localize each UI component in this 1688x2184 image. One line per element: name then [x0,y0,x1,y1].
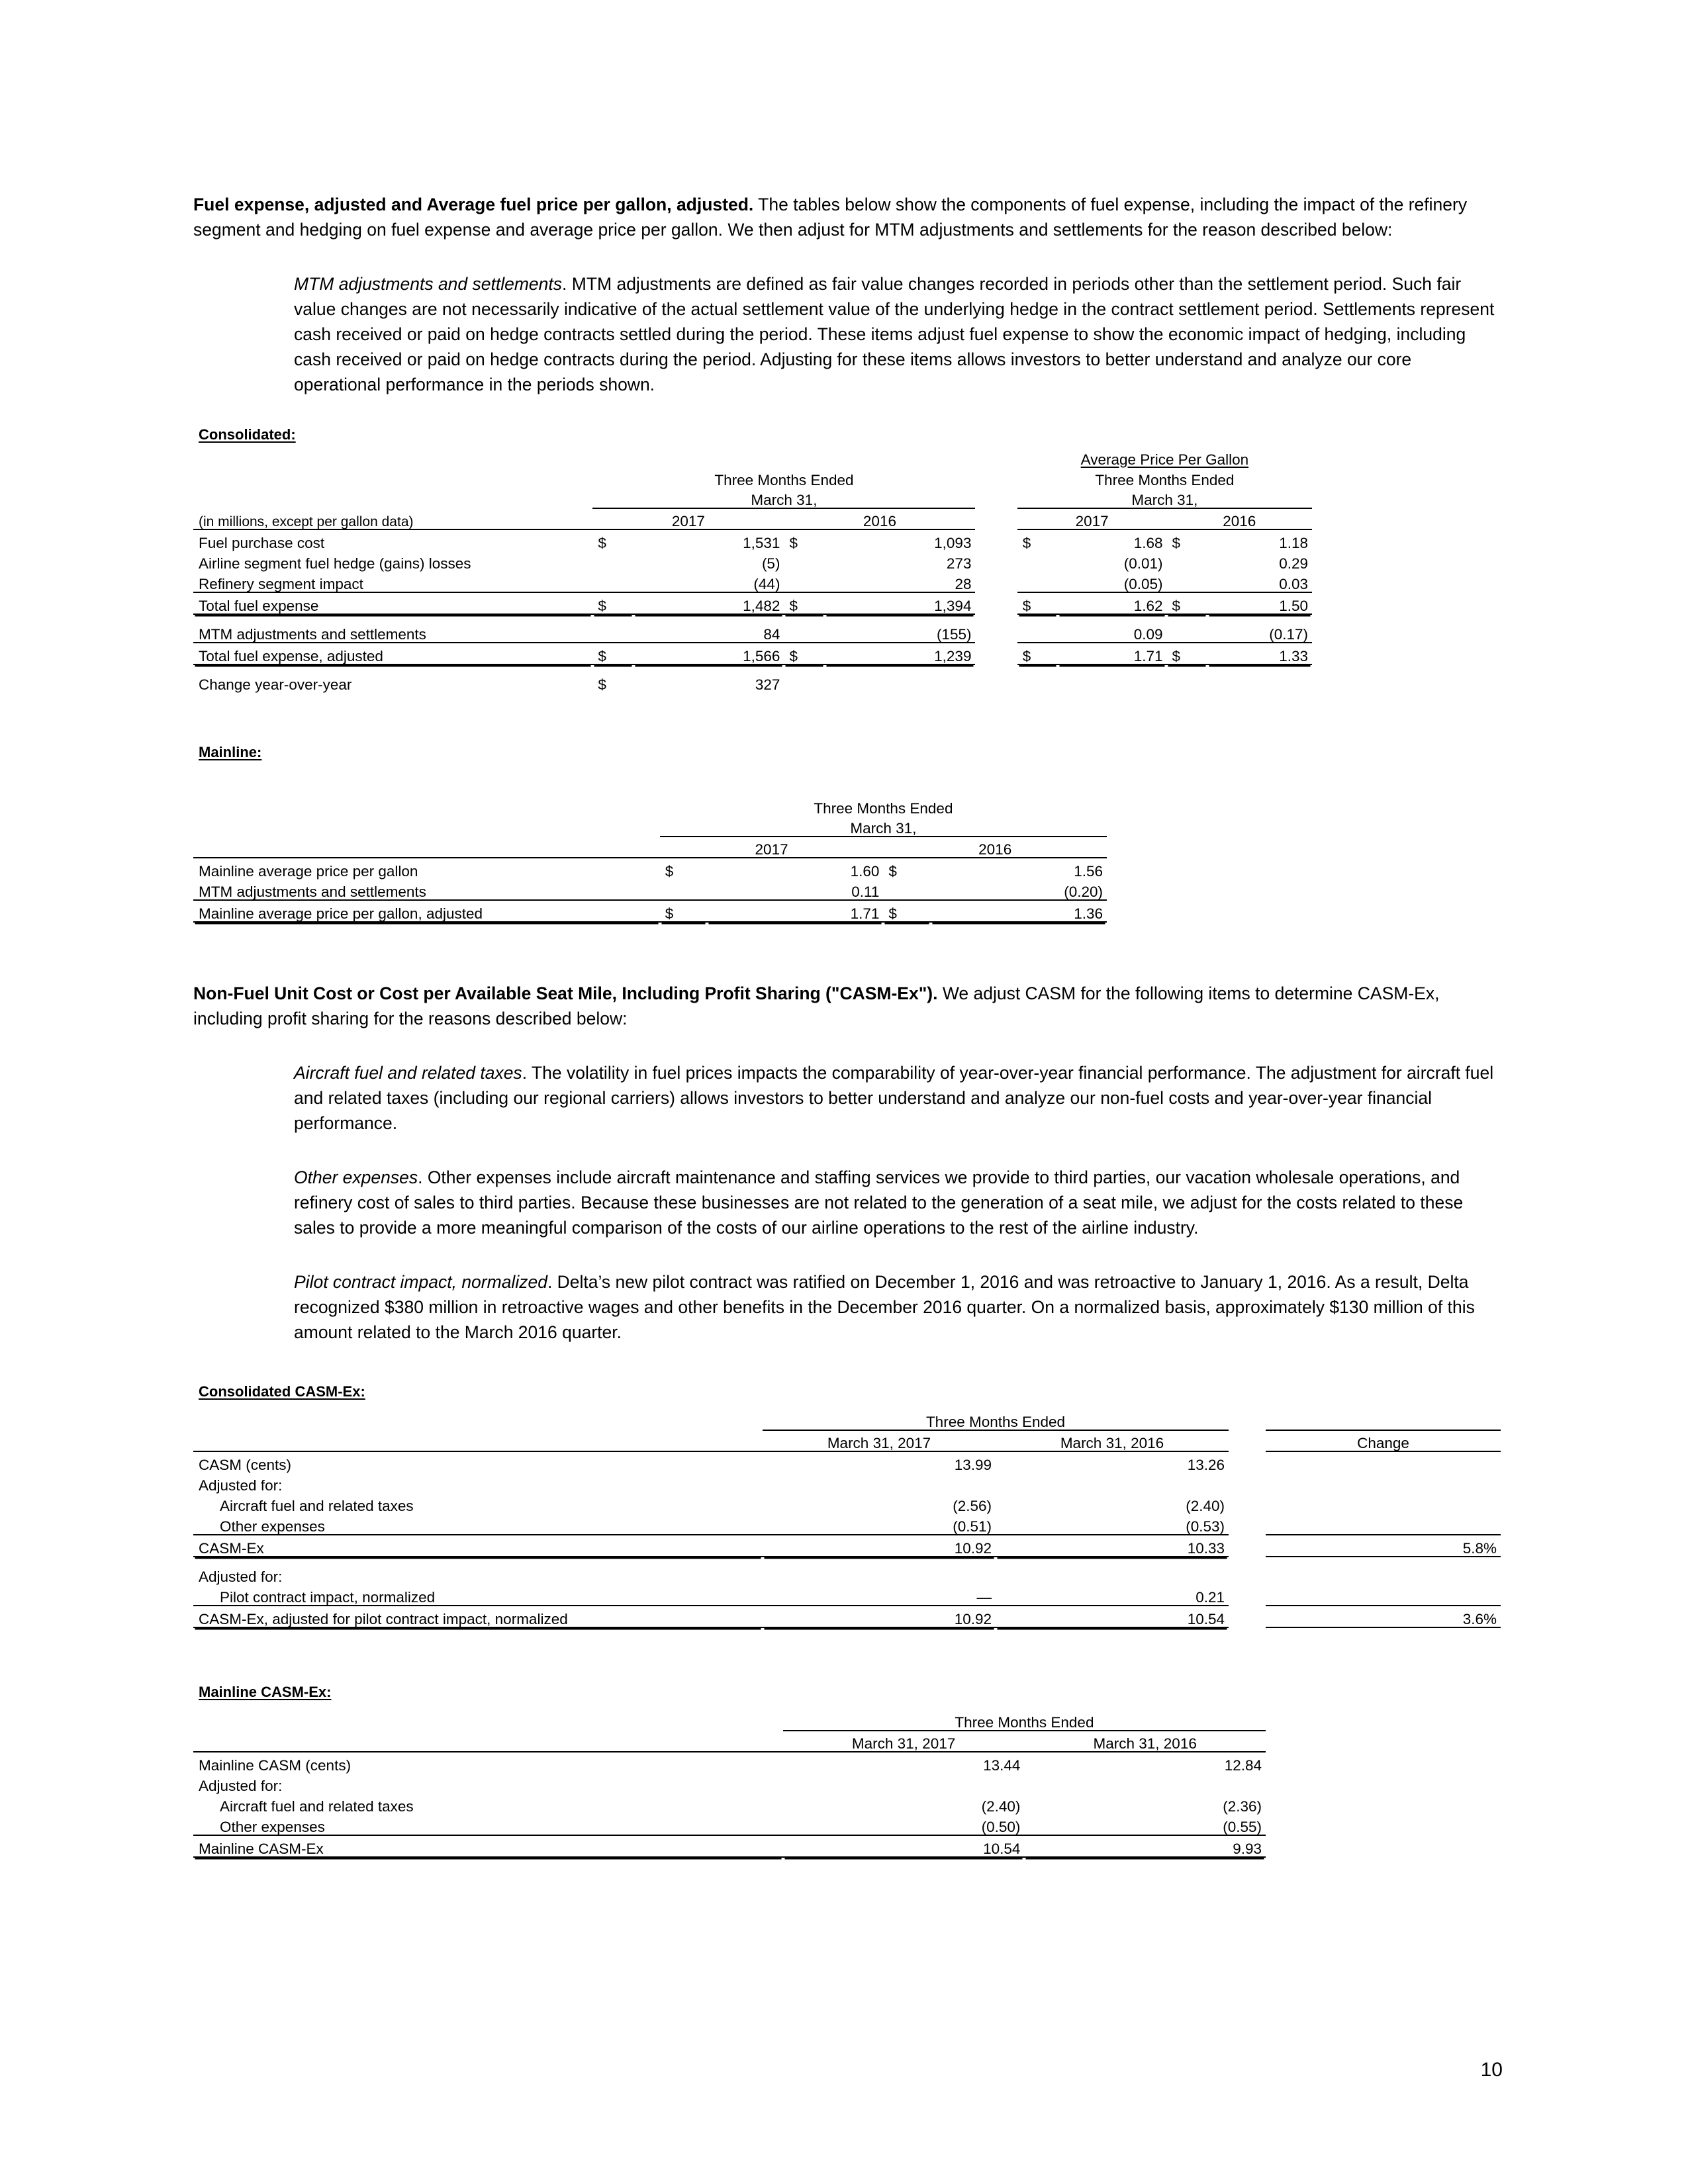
table-row [193,529,1312,551]
casm-lead-bold: Non-Fuel Unit Cost or Cost per Available Seat Mile, Including Profit Sharing ("CASM-Ex"). [193,983,938,1003]
other-expenses-text: . Other expenses include aircraft maintenance and staffing services we provide to third parties, our vacation wholesale operations, and refinery cost of sales to third parties. Because these businesses are not related to the generation of a seat mile, we adjust for the costs related to these sales to provide a more meaningful comparison of the costs of our airline operations to the rest of the airline industry. [294,1167,1464,1238]
row-label: Mainline CASM-Ex [193,1835,783,1857]
cell-value: 0.03 [1207,571,1312,592]
row-label: Adjusted for: [199,1568,283,1585]
mainline-fuel-table [193,796,1107,923]
cell-value: 1.68 [1133,534,1163,551]
consolidated-right-col-2017: 2017 [1017,508,1167,529]
currency-symbol [784,571,824,592]
consolidated-section-label: Consolidated: [199,426,296,443]
empty-cell [996,1557,1229,1584]
row-label: Mainline CASM (cents) [199,1756,352,1774]
cell-value: 84 [633,614,784,643]
cell-value: (0.20) [931,879,1107,900]
cell-value: 10.33 [996,1535,1229,1557]
cell-value: (2.36) [1223,1797,1262,1815]
empty-cell [825,664,976,692]
row-label: Total fuel expense, adjusted [193,643,592,664]
table-row [193,900,1107,922]
consolidated-casm-table [193,1410,1501,1628]
change-col-top-rule [1266,1514,1501,1535]
cell-value: 28 [825,571,976,592]
table-row [193,571,1312,592]
currency-symbol [1166,571,1207,592]
currency-symbol [592,571,633,592]
currency-symbol: $ [592,592,633,614]
currency-symbol: $ [784,592,824,614]
empty-cell [1017,664,1058,692]
mtm-definition-term: MTM adjustments and settlements [294,274,563,294]
currency-symbol: $ [1172,534,1180,551]
row-label: Mainline average price per gallon [199,862,418,880]
cell-value: (0.53) [996,1514,1229,1535]
empty-cell [1266,1557,1501,1584]
cell-value: (0.01) [1123,555,1163,572]
consolidated-casm-col-2016: March 31, 2016 [996,1430,1229,1451]
mainline-header-l2: March 31, [660,816,1107,837]
consolidated-fuel-table [193,447,1312,692]
cell-value: 273 [946,555,972,572]
currency-symbol [592,551,633,571]
row-label: Change year-over-year [199,676,352,693]
row-label: MTM adjustments and settlements [193,879,660,900]
mainline-header-l1: Three Months Ended [814,799,953,817]
other-expenses-term: Other expenses [294,1167,418,1187]
currency-symbol: $ [592,643,633,664]
cell-value: 5.8% [1266,1535,1501,1557]
row-label: CASM-Ex, adjusted for pilot contract impact, normalized [193,1606,763,1627]
row-label: CASM-Ex [193,1535,763,1557]
table-row [193,1752,1266,1773]
currency-symbol [883,879,930,900]
cell-value: 327 [755,676,780,693]
cell-value: (0.17) [1207,614,1312,643]
row-label: Other expenses [193,1814,783,1835]
mainline-col-2017: 2017 [660,837,884,858]
consolidated-left-col-2016: 2016 [784,508,975,529]
table-row [193,1514,1501,1535]
cell-value: 13.44 [983,1756,1021,1774]
cell-value: 10.54 [996,1606,1229,1627]
consolidated-casm-section-label: Consolidated CASM-Ex: [199,1383,365,1400]
page-number: 10 [1480,2059,1503,2081]
empty-cell [1266,1493,1501,1514]
mainline-section-label: Mainline: [199,744,262,760]
row-label: Airline segment fuel hedge (gains) losses [199,555,471,572]
cell-value: 13.26 [1187,1456,1225,1473]
cell-value: 1,482 [633,592,784,614]
currency-symbol [784,551,824,571]
cell-value: (0.05) [1058,571,1167,592]
cell-value [1266,1451,1501,1473]
consolidated-right-col-2016: 2016 [1166,508,1312,529]
table-row [193,1557,1501,1584]
consolidated-left-header-l1: Three Months Ended [714,471,854,488]
currency-symbol [592,614,633,643]
consolidated-casm-col-2017: March 31, 2017 [763,1430,996,1451]
currency-symbol: $ [1022,534,1031,551]
cell-value: 9.93 [1024,1835,1266,1857]
consolidated-right-header-l1: Three Months Ended [1095,471,1235,488]
mtm-definition-text: . MTM adjustments are defined as fair value changes recorded in periods other than the settlement period. Such fair value changes are not necessarily indicative of the actual settlement value of the underlying hedge in the contract settlement period. Settlements represent cash received or paid on hedge contracts settled during the period. These items adjust fuel expense to show the economic impact of hedging, including cash received or paid on hedge contracts during the period. Adjusting for these items allows investors to better understand and analyze our core operational performance in the periods shown. [294,274,1495,394]
table-row [193,1606,1501,1627]
table-row [193,592,1312,614]
cell-value: 1,566 [633,643,784,664]
table-row [193,858,1107,879]
row-label: MTM adjustments and settlements [193,614,592,643]
cell-value: — [763,1584,996,1606]
row-label: Other expenses [193,1514,763,1535]
currency-symbol [1166,614,1207,643]
empty-cell [1166,664,1207,692]
empty-cell [1024,1773,1266,1794]
row-label: Adjusted for: [199,1477,283,1494]
cell-value: (0.55) [1024,1814,1266,1835]
cell-value: 1.56 [1074,862,1103,880]
empty-cell [1058,664,1167,692]
table-row [193,1535,1501,1557]
consolidated-left-header-l2: March 31, [592,488,975,508]
row-label: Pilot contract impact, normalized [193,1584,763,1606]
cell-value: 0.21 [996,1584,1229,1606]
cell-value: 1,531 [743,534,780,551]
mainline-col-2016: 2016 [883,837,1107,858]
empty-cell [763,1557,996,1584]
pilot-contract-term: Pilot contract impact, normalized [294,1272,547,1292]
currency-symbol: $ [598,534,606,551]
cell-value: 1.18 [1279,534,1308,551]
currency-symbol: $ [1017,643,1058,664]
cell-value: 1.60 [850,862,880,880]
table-row [193,643,1312,664]
cell-value: 1.71 [707,900,883,922]
cell-value: (5) [761,555,780,572]
currency-symbol: $ [789,534,798,551]
intro-lead-rest: The tables below show the components of fuel expense, including the impact of the refinery segment and hedging on fuel expense and average price per gallon. We then adjust for MTM adjustments and settlements for the reason described below: [193,195,1468,240]
intro-paragraph [193,192,1503,242]
aircraft-fuel-paragraph [294,1060,1503,1136]
table-row [193,1835,1266,1857]
cell-value: (2.40) [981,1797,1021,1815]
cell-value: 1,394 [825,592,976,614]
pilot-contract-text: . Delta’s new pilot contract was ratified on December 1, 2016 and was retroactive to January 1, 2016. As a result, Delta recognized $380 million in retroactive wages and other benefits in the December 2016 quarter. On a normalized basis, approximately $130 million of this amount related to the March 2016 quarter. [294,1272,1475,1342]
cell-value: 1.50 [1207,592,1312,614]
consolidated-right-header-l2: March 31, [1017,488,1312,508]
table-row [193,1473,1501,1493]
consolidated-left-col-2017: 2017 [592,508,784,529]
consolidated-casm-header-span: Three Months Ended [763,1410,1229,1430]
cell-value: 10.92 [763,1535,996,1557]
aircraft-fuel-term: Aircraft fuel and related taxes [294,1063,522,1083]
table-row [193,1773,1266,1794]
table-row [193,1584,1501,1606]
table-row [193,1451,1501,1473]
empty-cell [784,664,824,692]
cell-value: 1,093 [934,534,972,551]
currency-symbol: $ [1017,592,1058,614]
mainline-casm-col-2017: March 31, 2017 [783,1731,1025,1752]
empty-cell [783,1773,1025,1794]
table-row [193,1814,1266,1835]
cell-value: (2.40) [1186,1497,1225,1514]
casm-intro-paragraph [193,981,1503,1031]
row-label: Adjusted for: [199,1777,283,1794]
table-row [193,1493,1501,1514]
row-label: Mainline average price per gallon, adjusted [193,900,660,922]
currency-symbol: $ [665,862,674,880]
currency-symbol [784,614,824,643]
consolidated-units-note: (in millions, except per gallon data) [193,508,592,529]
cell-value: 13.99 [954,1456,992,1473]
row-label: Aircraft fuel and related taxes [220,1797,414,1815]
empty-cell [763,1473,996,1493]
table-row [193,664,1312,692]
cell-value: 0.29 [1279,555,1308,572]
cell-value: 1,239 [825,643,976,664]
mainline-casm-col-2016: March 31, 2016 [1024,1731,1266,1752]
cell-value: 1.33 [1207,643,1312,664]
currency-symbol [660,879,707,900]
table-row [193,879,1107,900]
empty-cell [1266,1473,1501,1493]
row-label: Refinery segment impact [193,571,592,592]
cell-value: 0.11 [707,879,883,900]
currency-symbol [1017,551,1058,571]
consolidated-casm-col-change: Change [1266,1430,1501,1451]
table-row [193,1794,1266,1814]
currency-symbol [1017,571,1058,592]
cell-value: (0.51) [763,1514,996,1535]
currency-symbol: $ [888,862,897,880]
table-row [193,551,1312,571]
cell-value: (2.56) [953,1497,992,1514]
row-label: Total fuel expense [193,592,592,614]
cell-value: 3.6% [1266,1606,1501,1627]
casm-lead-rest: We adjust CASM for the following items to determine CASM-Ex, including profit sharing for the reasons described below: [193,983,1440,1028]
mainline-casm-section-label: Mainline CASM-Ex: [199,1684,332,1700]
currency-symbol: $ [1166,592,1207,614]
row-label: Fuel purchase cost [199,534,325,551]
cell-value: 1.71 [1058,643,1167,664]
cell-value: (155) [825,614,976,643]
currency-symbol: $ [883,900,930,922]
change-col-top-rule [1266,1584,1501,1606]
row-label: CASM (cents) [199,1456,292,1473]
currency-symbol [1166,551,1207,571]
currency-symbol: $ [784,643,824,664]
cell-value: (44) [633,571,784,592]
mainline-casm-header-span: Three Months Ended [783,1710,1266,1731]
currency-symbol: $ [1166,643,1207,664]
cell-value: 1.62 [1058,592,1167,614]
cell-value: 10.54 [783,1835,1025,1857]
cell-value: 12.84 [1224,1756,1262,1774]
cell-value: 10.92 [763,1606,996,1627]
currency-symbol: $ [660,900,707,922]
aircraft-fuel-text: . The volatility in fuel prices impacts the comparability of year-over-year financial performance. The adjustment for aircraft fuel and related taxes (including our regional carriers) allows investors to better understand and analyze our non-fuel costs and year-over-year financial performance. [294,1063,1494,1133]
cell-value: 1.36 [931,900,1107,922]
empty-cell [1207,664,1312,692]
row-label: Aircraft fuel and related taxes [220,1497,414,1514]
other-expenses-paragraph [294,1165,1503,1240]
empty-cell [996,1473,1229,1493]
intro-lead-bold: Fuel expense, adjusted and Average fuel price per gallon, adjusted. [193,195,754,214]
table-row [193,614,1312,643]
currency-symbol: $ [598,676,606,693]
mtm-definition-paragraph [294,271,1503,397]
mainline-casm-table [193,1710,1266,1858]
pilot-contract-paragraph [294,1269,1503,1345]
currency-symbol [1017,614,1058,643]
cell-value: 0.09 [1058,614,1167,643]
cell-value: (0.50) [783,1814,1025,1835]
avg-price-per-gallon-header: Average Price Per Gallon [1080,451,1249,468]
